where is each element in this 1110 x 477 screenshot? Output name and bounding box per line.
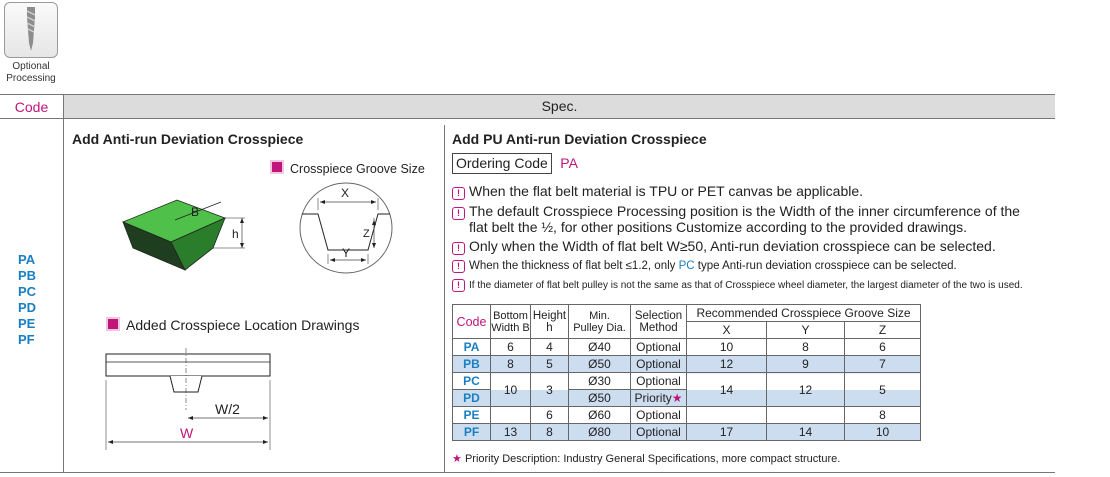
groove-size-drawing bbox=[294, 180, 406, 276]
warning-icon: ! bbox=[452, 187, 465, 200]
note-item: ! Only when the Width of flat belt W≥50, Anti-run deviation crosspiece can be selected. bbox=[452, 238, 996, 255]
svg-text:B: B bbox=[191, 205, 200, 219]
svg-text:Z: Z bbox=[363, 228, 370, 240]
table-row: PC 10 3 Ø30 Optional 14 12 5 bbox=[453, 373, 921, 390]
code-item: PE bbox=[18, 316, 36, 331]
right-section-title: Add PU Anti-run Deviation Crosspiece bbox=[452, 131, 707, 147]
table-header-bottom-width: Bottom Width B bbox=[491, 305, 531, 339]
svg-text:h: h bbox=[232, 227, 239, 241]
code-item: PA bbox=[18, 252, 36, 267]
table-header-height: Height h bbox=[531, 305, 569, 339]
star-icon: ★ bbox=[452, 453, 462, 465]
ordering-code-label: Ordering Code bbox=[452, 153, 552, 174]
star-icon: ★ bbox=[671, 391, 683, 405]
ordering-code bbox=[452, 153, 578, 174]
ordering-code-value: PA bbox=[560, 155, 578, 171]
note-item: ! The default Crosspiece Processing position is the Width of the inner circumference of the bbox=[452, 203, 1057, 220]
code-list bbox=[18, 252, 58, 348]
location-drawing-legend: Added Crosspiece Location Drawings bbox=[106, 317, 359, 333]
section-divider bbox=[444, 125, 445, 473]
priority-cell: Priority★ bbox=[631, 390, 687, 407]
svg-text:X: X bbox=[341, 186, 350, 200]
icon-caption: Optional Processing bbox=[6, 61, 56, 84]
left-section-title: Add Anti-run Deviation Crosspiece bbox=[72, 131, 304, 147]
note-item-continued: flat belt the ½, for other positions Customize according to the provided drawings. bbox=[469, 219, 968, 235]
groove-size-legend: Crosspiece Groove Size bbox=[270, 160, 425, 176]
legend-square-icon bbox=[106, 317, 120, 331]
code-column-header: Code bbox=[0, 94, 64, 119]
note-item: ! When the flat belt material is TPU or PET canvas be applicable. bbox=[452, 183, 863, 200]
table-header-min-pulley: Min. Pulley Dia. bbox=[569, 305, 631, 339]
table-row: PF 13 8 Ø80 Optional 17 14 10 bbox=[453, 424, 921, 441]
svg-text:Y: Y bbox=[342, 246, 351, 260]
table-header-recommended: Recommended Crosspiece Groove Size bbox=[687, 305, 921, 322]
code-column-divider bbox=[63, 119, 64, 473]
bottom-rule bbox=[0, 472, 1055, 473]
table-row: PB 8 5 Ø50 Optional 12 9 7 bbox=[453, 356, 921, 373]
priority-footnote: ★ Priority Description: Industry General Specifications, more compact structure. bbox=[452, 453, 841, 465]
legend-square-icon bbox=[270, 160, 284, 174]
table-row: PD Ø50 Priority★ bbox=[453, 390, 921, 407]
warning-icon: ! bbox=[452, 242, 465, 255]
table-header-z: Z bbox=[845, 322, 921, 339]
crosspiece-3d-drawing bbox=[115, 190, 275, 280]
warning-icon: ! bbox=[452, 207, 465, 220]
code-item: PC bbox=[18, 284, 37, 299]
svg-text:W/2: W/2 bbox=[215, 401, 240, 417]
note-item: ! When the thickness of flat belt ≤1.2, only PC type Anti-run deviation crosspiece can be selected. bbox=[452, 258, 957, 274]
note-item: ! If the diameter of flat belt pulley is not the same as that of Crosspiece wheel diameter, the largest diameter of the two is used. bbox=[452, 278, 1023, 294]
table-header-selection: Selection Method bbox=[631, 305, 687, 339]
warning-icon: ! bbox=[452, 279, 465, 292]
table-row: PA 6 4 Ø40 Optional 10 8 6 bbox=[453, 339, 921, 356]
optional-processing-icon bbox=[4, 2, 58, 58]
table-header-y: Y bbox=[767, 322, 845, 339]
crosspiece-spec-table bbox=[452, 304, 921, 441]
code-item: PF bbox=[18, 332, 35, 347]
warning-icon: ! bbox=[452, 260, 465, 273]
code-item: PB bbox=[18, 268, 37, 283]
table-row: PE 6 Ø60 Optional 8 bbox=[453, 407, 921, 424]
svg-text:W: W bbox=[180, 425, 194, 441]
crosspiece-location-drawing bbox=[100, 346, 280, 454]
table-header-code: Code bbox=[453, 305, 491, 339]
code-item: PD bbox=[18, 300, 37, 315]
spec-column-header: Spec. bbox=[541, 98, 578, 114]
table-header-x: X bbox=[687, 322, 767, 339]
